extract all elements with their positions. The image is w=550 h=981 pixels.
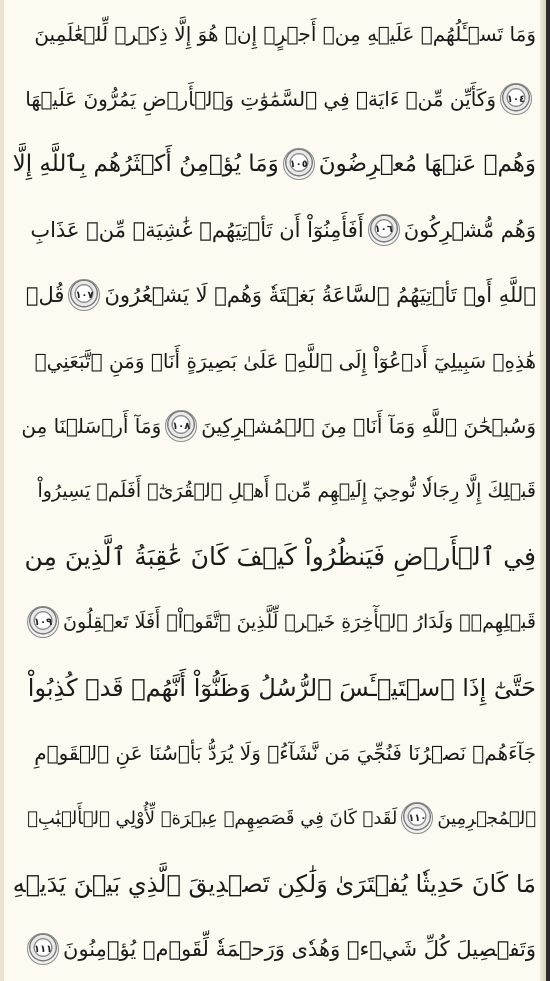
- verse-text: أَفَأَمِنُوٓاْ أَن تَأۡتِيَهُمۡ غَٰشِيَةٞ مِّنۡ عَذَابِ: [30, 217, 364, 242]
- page-edge-left: [0, 0, 4, 981]
- verse-text: وَكَأَيِّن مِّنۡ ءَايَةٖ فِي ٱلسَّمَٰوَٰتِ وَٱلۡأَرۡضِ يَمُرُّونَ عَلَيۡهَا: [25, 87, 496, 112]
- verse-text: هَٰذِهِۦ سَبِيلِيٓ أَدۡعُوٓاْ إِلَى ٱللَّهِۚ عَلَىٰ بَصِيرَةٍ أَنَا۠ وَمَنِ ٱتَّبَعَنِيۖ: [34, 348, 536, 373]
- verse-text: وَسُبۡحَٰنَ ٱللَّهِ وَمَآ أَنَا۠ مِنَ ٱلۡمُشۡرِكِينَ: [201, 414, 536, 439]
- ayah-end-marker[interactable]: ١١١: [27, 933, 59, 965]
- verse-line: [12, 131, 536, 196]
- verse-text: ٱلۡمُجۡرِمِينَ: [437, 807, 536, 829]
- verse-text: وَمَا يُؤۡمِنُ أَكۡثَرُهُم بِٱللَّهِ إِلَّا: [12, 151, 279, 178]
- verse-line: [12, 458, 536, 523]
- verse-text: حَتَّىٰٓ إِذَا ٱسۡتَيۡـَٔسَ ٱلرُّسُلُ وَظَنُّوٓاْ أَنَّهُمۡ قَدۡ كُذِبُواْ: [27, 673, 536, 702]
- verse-text: قُلۡ: [25, 283, 65, 308]
- verse-text: وَتَفۡصِيلَ كُلِّ شَيۡءٖ وَهُدٗى وَرَحۡمَةٗ لِّقَوۡمٖ يُؤۡمِنُونَ: [63, 937, 536, 962]
- ayah-end-marker[interactable]: ١٠٤: [500, 83, 532, 115]
- ayah-end-marker[interactable]: ١٠٩: [27, 606, 59, 638]
- verse-text: مَا كَانَ حَدِيثٗا يُفۡتَرَىٰ وَلَٰكِن تَصۡدِيقَ ٱلَّذِي بَيۡنَ يَدَيۡهِ: [12, 869, 536, 898]
- ayah-end-marker[interactable]: ١٠٨: [165, 410, 197, 442]
- ayah-end-marker[interactable]: ١٠٧: [68, 279, 100, 311]
- ayah-end-marker[interactable]: ١٠٦: [368, 214, 400, 246]
- verse-text: ٱللَّهِ أَوۡ تَأۡتِيَهُمُ ٱلسَّاعَةُ بَغۡتَةٗ وَهُمۡ لَا يَشۡعُرُونَ: [104, 283, 536, 308]
- verse-text: لَقَدۡ كَانَ فِي قَصَصِهِمۡ عِبۡرَةٞ لِّأُوْلِي ٱلۡأَلۡبَٰبِۗ: [27, 807, 398, 829]
- verse-text: وَهُم مُّشۡرِكُونَ: [403, 217, 536, 242]
- verse-line: [12, 392, 536, 457]
- verse-text: فِي ٱلۡأَرۡضِ فَيَنظُرُواْ كَيۡفَ كَانَ عَٰقِبَةُ ٱلَّذِينَ مِن: [24, 542, 536, 572]
- verse-line: [12, 196, 536, 261]
- verse-line: [12, 0, 536, 65]
- verse-text: وَهُمۡ عَنۡهَا مُعۡرِضُونَ: [318, 151, 536, 178]
- verse-line: [12, 850, 536, 915]
- page-edge-right: [546, 0, 550, 981]
- verse-text: قَبۡلِكَ إِلَّا رِجَالٗا نُّوحِيٓ إِلَيۡهِم مِّنۡ أَهۡلِ ٱلۡقُرَىٰٓۗ أَفَلَمۡ يَسِيرُواْ: [37, 480, 536, 503]
- verse-text: وَمَا تَسۡـَٔلُهُمۡ عَلَيۡهِ مِنۡ أَجۡرٍۚ إِنۡ هُوَ إِلَّا ذِكۡرٞ لِّلۡعَٰلَمِينَ: [34, 21, 536, 46]
- verse-line: [12, 327, 536, 392]
- verse-line: [12, 262, 536, 327]
- verse-line: [12, 719, 536, 784]
- ayah-end-marker[interactable]: ١٠٥: [283, 148, 315, 180]
- verse-line: [12, 785, 536, 850]
- verse-line: [12, 654, 536, 719]
- verse-line: [12, 589, 536, 654]
- verse-text: قَبۡلِهِمۡۗ وَلَدَارُ ٱلۡأٓخِرَةِ خَيۡرٞ لِّلَّذِينَ ٱتَّقَوۡاْۚ أَفَلَا تَعۡقِلُونَ: [63, 611, 536, 634]
- verse-text: جَآءَهُمۡ نَصۡرُنَا فَنُجِّيَ مَن نَّشَآءُۖ وَلَا يُرَدُّ بَأۡسُنَا عَنِ ٱلۡقَوۡمِ: [34, 740, 536, 765]
- verse-line: [12, 915, 536, 980]
- verse-line: [12, 523, 536, 588]
- verse-line: [12, 65, 536, 130]
- verse-text: وَمَآ أَرۡسَلۡنَا مِن: [21, 414, 162, 439]
- ayah-end-marker[interactable]: ١١٠: [401, 802, 433, 834]
- quran-text-block: [12, 0, 536, 981]
